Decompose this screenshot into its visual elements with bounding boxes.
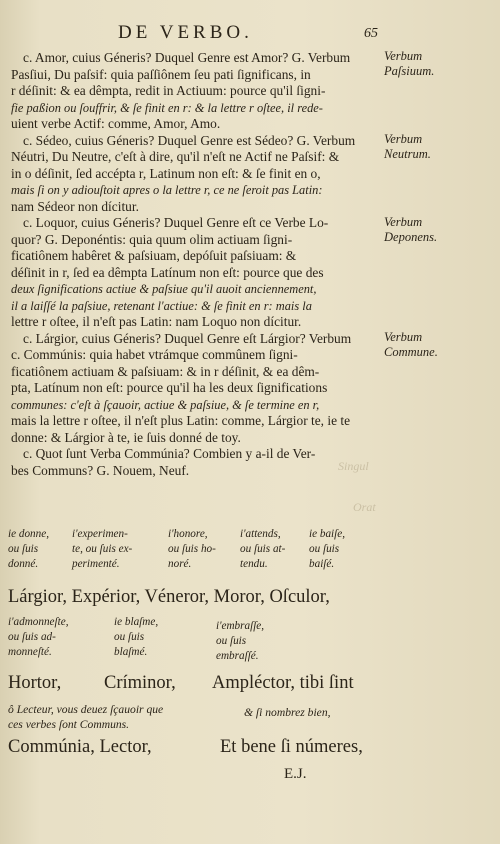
gloss: i'experimen- — [72, 528, 128, 540]
latin-verb: Críminor, — [104, 673, 176, 693]
text-line: c. Loquor, cuius Géneris? Duquel Genre eſt ce Verbe Lo- — [23, 215, 329, 230]
text-line: ficatiônem habêret & paſsiuam, depóſuit paſsiuam: & — [11, 248, 297, 263]
gloss: noré. — [168, 558, 192, 570]
conjugation-cell — [114, 615, 158, 660]
text-line: Néutri, Du Neutre, c'eſt à dire, qu'il n'eſt ne Actif ne Paſsif: & — [11, 149, 340, 164]
latin-verb-list: Et bene ſi númeres, — [220, 737, 363, 757]
gloss: te, ou ſuis ex- — [72, 543, 133, 555]
text-line: fie paßion ou ſouffrir, & ſe finit en r: & la lettre r oſtee, il rede- — [11, 100, 323, 115]
text-line: in o déſinit, ſed accépta r, Latinum non eſt: & ſe finit en o, — [11, 165, 321, 181]
latin-verb: Ampléctor, tibi ſint — [212, 673, 354, 693]
gloss: tendu. — [240, 558, 268, 570]
gloss: ie donne, — [8, 528, 50, 540]
gloss: i'honore, — [168, 528, 208, 540]
gloss: perimenté. — [72, 558, 120, 570]
text-line: r déſinit: & ea dêmpta, redit in Actiuum: pource qu'il ſigni- — [11, 83, 326, 98]
gloss: ou ſuis ad- — [8, 631, 56, 643]
text-line: communes: c'eſt à ſçauoir, actiue & paſsiue, & ſe termine en r, — [11, 397, 320, 412]
conjugation-cell — [72, 527, 132, 572]
rubric-text: Verbum — [384, 132, 423, 146]
main-text — [11, 50, 383, 479]
conjugation-cell — [8, 615, 69, 660]
page-header — [0, 20, 500, 44]
margin-rubric-common — [384, 330, 496, 360]
page-number: 65 — [364, 26, 378, 41]
conjugation-cell — [309, 527, 345, 572]
gloss: ou ſuis ho- — [168, 543, 216, 555]
rubric-text: Verbum — [384, 49, 423, 63]
reader-note — [8, 702, 163, 732]
text-line: c. Quot ſunt Verba Commúnia? Combien y a-il de Ver- — [23, 446, 316, 461]
text-line: ficatiônem actiuam & paſsiuam: & in r déſinit, & ea dêm- — [11, 363, 320, 379]
text-line: donne: & Lárgior à te, ie ſuis donné de toy. — [11, 429, 241, 445]
text-line: c. Commúnis: quia habet vtrámque commûnem ſigni- — [11, 347, 298, 362]
text-line: lettre r oſtee, il n'eſt pas Latin: nam Loquo non dícitur. — [11, 314, 302, 329]
margin-rubric-passive — [384, 49, 496, 79]
bleed-through-text: Orat — [353, 500, 376, 514]
rubric-text: Paſsiuum. — [384, 64, 435, 78]
gloss: embraſſé. — [216, 650, 259, 662]
gloss: ou ſuis — [216, 635, 247, 647]
running-head: DE VERBO. — [118, 22, 253, 43]
conjugation-cell — [240, 527, 285, 572]
note-line: ces verbes ſont Communs. — [8, 718, 130, 731]
gloss: ie blaſme, — [114, 616, 159, 628]
gloss: baiſé. — [309, 558, 335, 570]
rubric-text: Deponens. — [384, 230, 438, 244]
text-line: Pasſiui, Du paſsif: quia paſſiônem ſeu pati ſignificans, in — [11, 66, 311, 82]
text-line: uient verbe Actif: comme, Amor, Amo. — [11, 116, 221, 131]
text-line: pta, Latínum non eſt: pource qu'il ha les deux ſignifications — [11, 380, 328, 395]
gloss: monneſté. — [8, 646, 52, 658]
text-line: mais la lettre r oſtee, il n'eſt plus Latin: comme, Lárgior te, ie te — [11, 413, 351, 428]
text-line: c. Lárgior, cuius Géneris? Duquel Genre eſt Lárgior? Verbum — [23, 330, 352, 346]
conjugation-cell — [216, 619, 264, 664]
text-line: déſinit in r, ſed ea dêmpta Latínum non eſt: pource que des — [11, 264, 324, 280]
latin-verb-list: Lárgior, Expérior, Véneror, Moror, Oſculor, — [8, 587, 330, 607]
gloss: i'embraſſe, — [216, 620, 265, 632]
rubric-text: Neutrum. — [384, 147, 431, 161]
gloss: i'attends, — [240, 528, 281, 540]
text-line: mais ſi on y adiouſtoit apres o la lettre r, ce ne ſeroit pas Latin: — [11, 183, 323, 197]
bleed-through-text: Singul — [338, 459, 369, 473]
gloss: blaſmé. — [114, 646, 148, 658]
signature: E.J. — [284, 766, 307, 782]
gloss: ou ſuis at- — [240, 543, 286, 555]
text-line: deux ſignifications actiue & paſsiue qu'il auoit anciennement, — [11, 282, 317, 296]
rubric-text: Verbum — [384, 215, 423, 229]
text-line: nam Sédeor non dícitur. — [11, 198, 139, 214]
common-verbs-table — [8, 527, 388, 575]
reader-note-right: & ſi nombrez bien, — [244, 706, 331, 719]
gloss: ou ſuis — [114, 631, 145, 643]
conjugation-cell — [168, 527, 216, 572]
text-line: bes Communs? G. Nouem, Neuf. — [11, 462, 190, 478]
rubric-text: Verbum — [384, 330, 423, 344]
text-line: quor? G. Deponéntis: quia quum olim actiuam ſigni- — [11, 231, 293, 247]
conjugation-cell — [8, 527, 49, 572]
rubric-text: Commune. — [384, 345, 438, 359]
gloss: ou ſuis — [8, 543, 39, 555]
margin-rubric-neuter — [384, 132, 496, 162]
gloss: ou ſuis — [309, 543, 340, 555]
text-line: c. Amor, cuius Géneris? Duquel Genre est Amor? G. Verbum — [23, 50, 351, 65]
gloss: donné. — [8, 558, 39, 570]
text-line: il a laiſſé la paſsiue, retenant l'actiue: & ſe finit en r: mais la — [11, 298, 312, 313]
note-line: ô Lecteur, vous deuez ſçauoir que — [8, 703, 164, 716]
latin-verb-list: Commúnia, Lector, — [8, 737, 152, 757]
conjugation-row — [8, 527, 388, 575]
latin-verb: Hortor, — [8, 673, 62, 693]
margin-rubric-deponent — [384, 215, 496, 245]
text-line: c. Sédeo, cuius Géneris? Duquel Genre est Sédeo? G. Verbum — [23, 132, 356, 148]
gloss: ie baiſe, — [309, 528, 346, 540]
gloss: i'admonneſte, — [8, 616, 69, 628]
